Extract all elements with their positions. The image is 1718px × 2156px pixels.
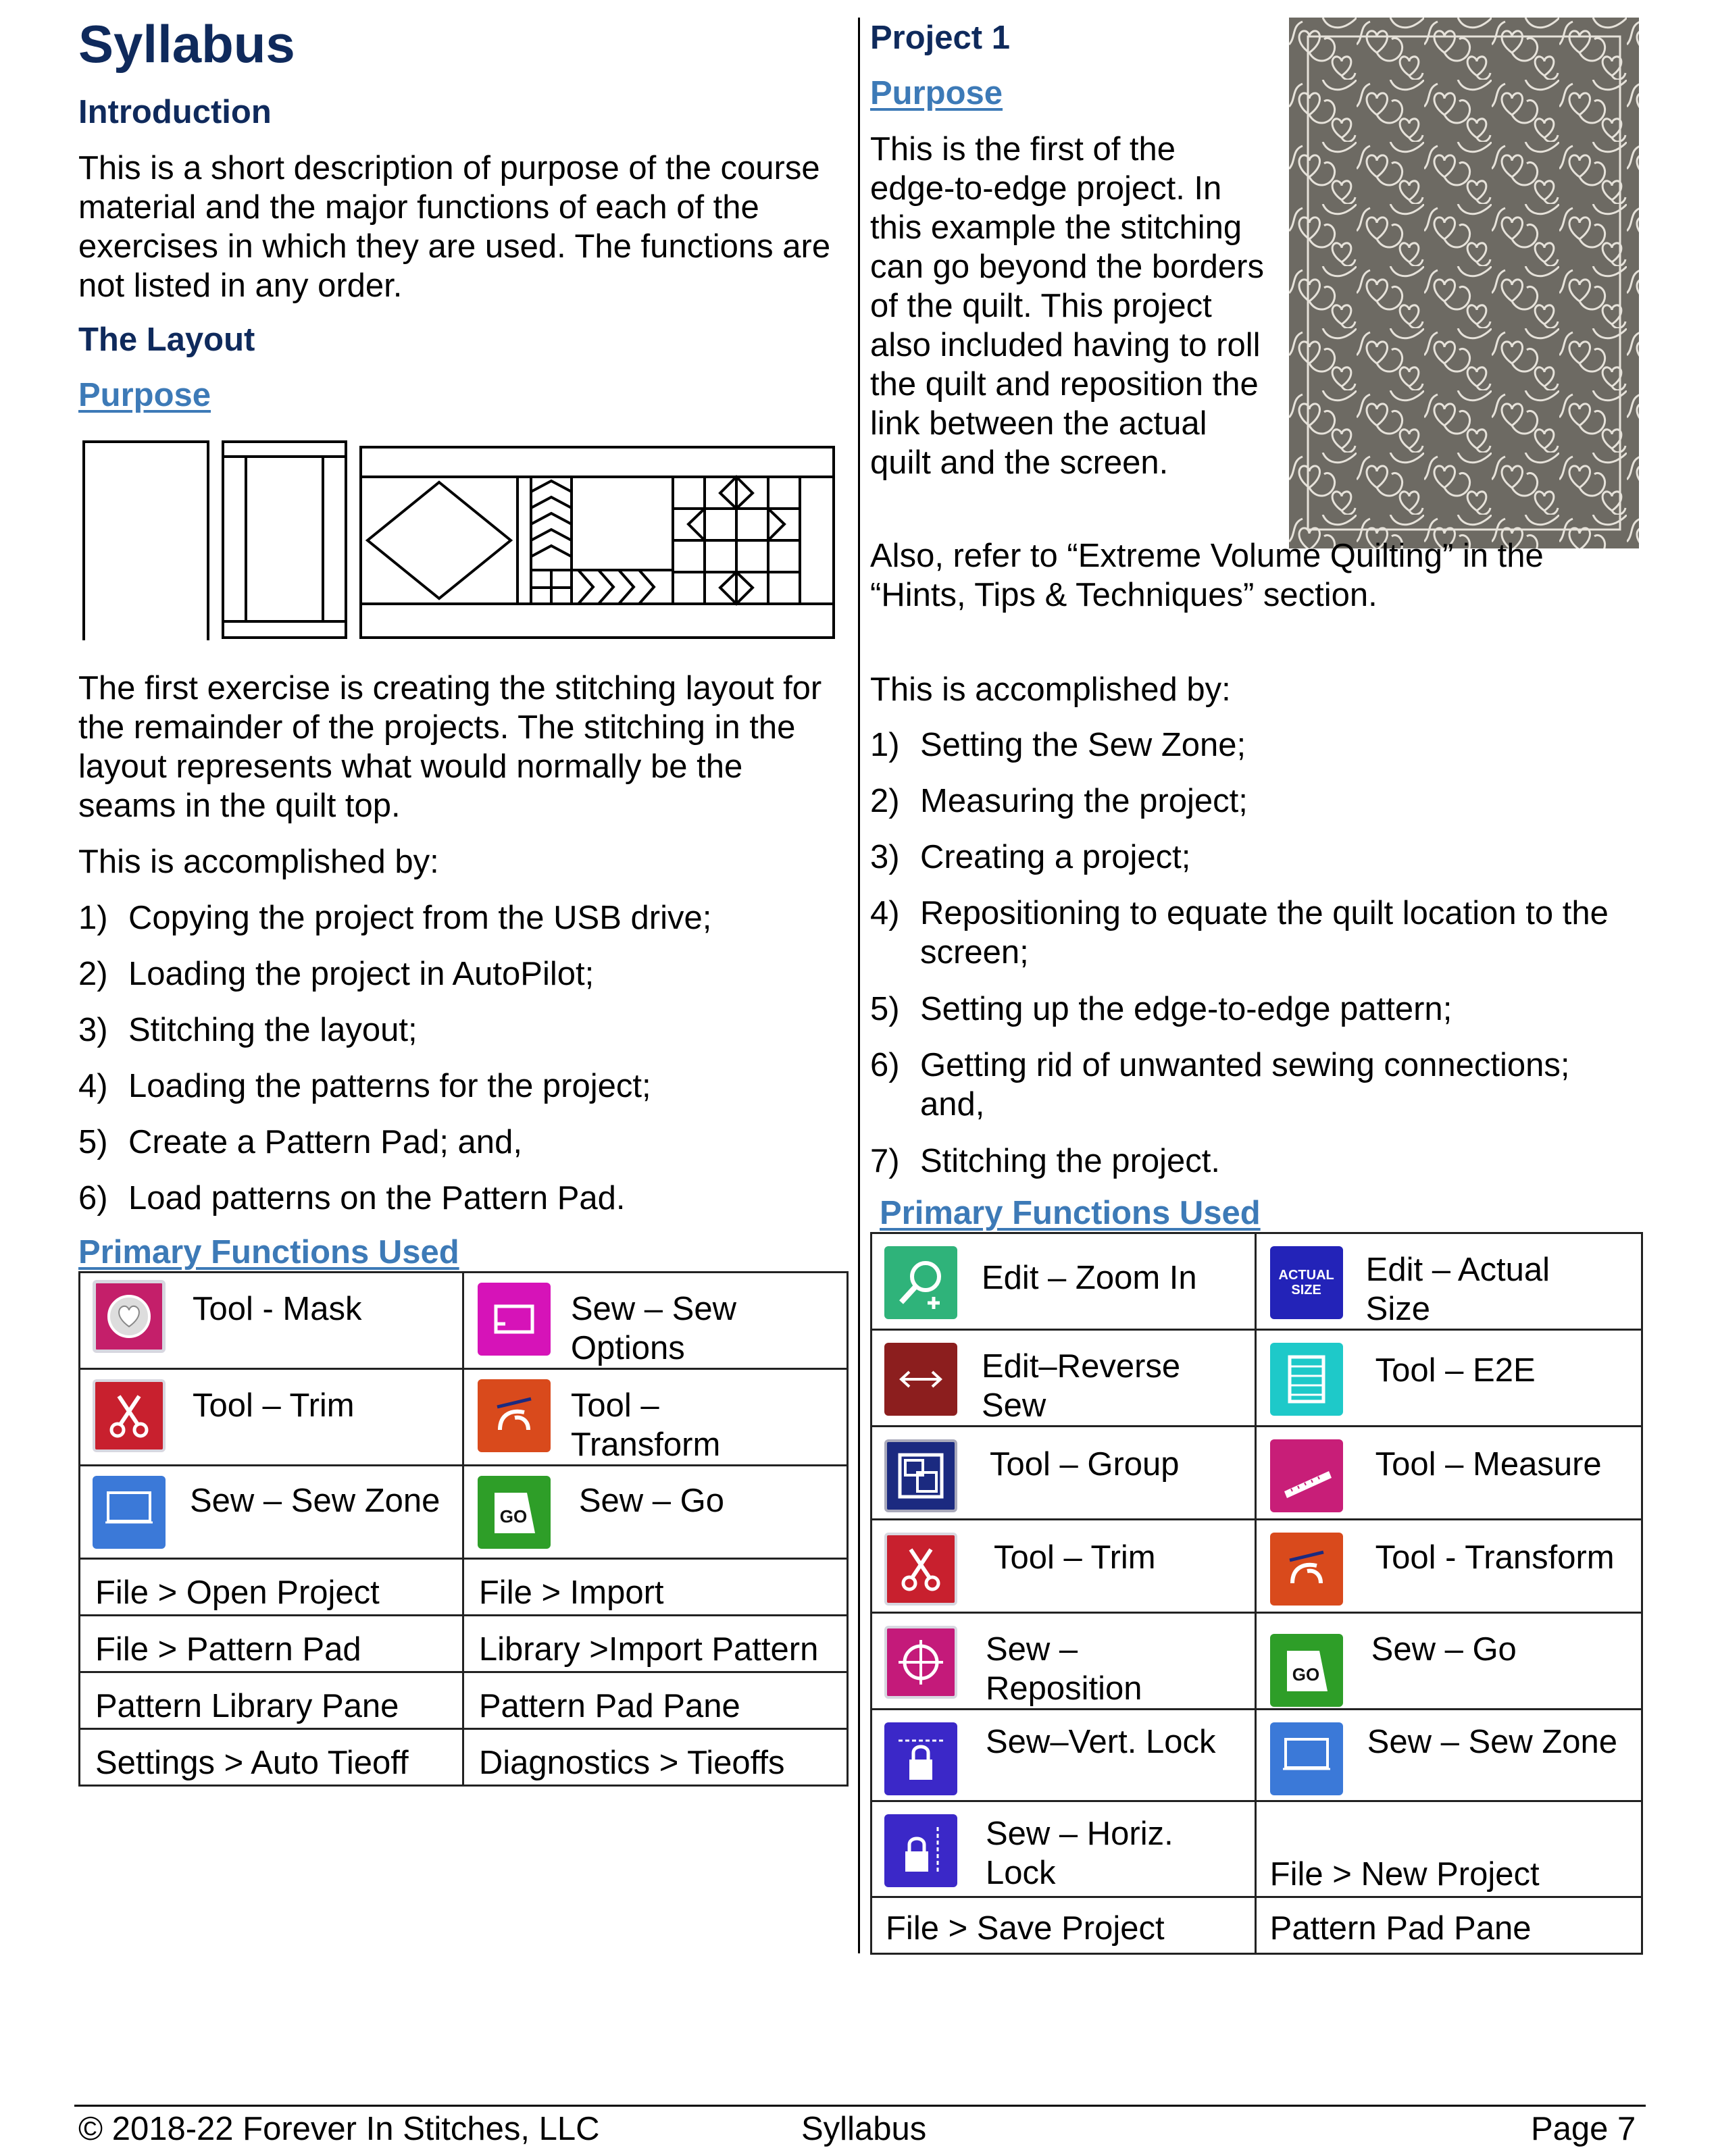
function-cell: GO Sew – Go xyxy=(1255,1613,1642,1710)
function-cell: File > Open Project xyxy=(80,1559,463,1616)
function-cell: File > Save Project xyxy=(871,1897,1256,1954)
list-item: 2) Loading the project in AutoPilot; xyxy=(78,956,595,992)
footer-copyright: © 2018-22 Forever In Stitches, LLC xyxy=(78,2111,600,2147)
list-item: 1) Setting the Sew Zone; xyxy=(870,727,1246,763)
right-functions-heading[interactable]: Primary Functions Used xyxy=(880,1195,1261,1231)
function-cell: Pattern Pad Pane xyxy=(463,1672,847,1729)
function-cell: Diagnostics > Tieoffs xyxy=(463,1729,847,1786)
list-item: 6) Getting rid of unwanted sewing connections; and, xyxy=(870,1047,1570,1123)
function-cell: Sew–Vert. Lock xyxy=(871,1710,1256,1801)
project-title: Project 1 xyxy=(870,20,1010,56)
list-item: 1) Copying the project from the USB drive; xyxy=(78,900,712,936)
group-icon xyxy=(884,1439,957,1512)
list-item: 7) Stitching the project. xyxy=(870,1143,1220,1179)
column-divider xyxy=(858,18,860,1953)
function-cell: Edit – Zoom In xyxy=(871,1233,1256,1330)
list-item: 5) Create a Pattern Pad; and, xyxy=(78,1124,522,1160)
list-item: 3) Creating a project; xyxy=(870,839,1191,875)
function-cell: Settings > Auto Tieoff xyxy=(80,1729,463,1786)
measure-icon xyxy=(1270,1439,1343,1512)
trim-icon xyxy=(93,1379,166,1452)
list-item: 5) Setting up the edge-to-edge pattern; xyxy=(870,991,1452,1027)
refer-text: Also, refer to “Extreme Volume Quilting” in the “Hints, Tips & Techniques” section. xyxy=(870,538,1544,613)
function-cell: Tool – Trim xyxy=(80,1369,463,1466)
svg-text:GO: GO xyxy=(1292,1664,1319,1685)
function-cell: Sew – Reposition xyxy=(871,1613,1256,1710)
function-cell: Pattern Library Pane xyxy=(80,1672,463,1729)
function-cell: Pattern Pad Pane xyxy=(1255,1897,1642,1954)
function-cell: Sew – Horiz. Lock xyxy=(871,1801,1256,1897)
function-cell: Tool – E2E xyxy=(1255,1330,1642,1427)
list-item: 4) Loading the patterns for the project; xyxy=(78,1068,651,1104)
left-functions-table xyxy=(78,1271,849,1787)
function-cell: Sew – Sew Options xyxy=(463,1273,847,1369)
e2e-icon xyxy=(1270,1343,1343,1416)
horiz-lock-icon xyxy=(884,1814,957,1887)
actual-size-icon: ACTUAL SIZE xyxy=(1270,1246,1343,1319)
exercise-text: The first exercise is creating the stitching layout for the remainder of the projects. The stitching in the layout represents what would normally be the seams in the quilt top. xyxy=(78,670,822,824)
left-steps-list xyxy=(78,898,835,1235)
quilt-layout-diagram xyxy=(78,438,835,644)
mask-icon xyxy=(93,1280,166,1353)
function-cell: Library >Import Pattern xyxy=(463,1616,847,1672)
function-cell: Edit–Reverse Sew xyxy=(871,1330,1256,1427)
sew-zone-icon xyxy=(93,1476,166,1549)
go-icon xyxy=(478,1476,551,1549)
sew-zone-icon xyxy=(1270,1722,1343,1795)
trim-icon xyxy=(884,1533,957,1606)
function-cell: ACTUAL SIZE Edit – Actual Size xyxy=(1255,1233,1642,1330)
transform-icon xyxy=(1270,1533,1343,1606)
quilt-photo xyxy=(1289,18,1639,548)
function-cell: Tool – Measure xyxy=(1255,1427,1642,1520)
sew-options-icon xyxy=(478,1283,551,1356)
right-accomplished-text: This is accomplished by: xyxy=(870,671,1231,708)
function-cell: GO Sew – Go xyxy=(463,1466,847,1559)
function-cell: Tool – Group xyxy=(871,1427,1256,1520)
function-cell: Tool - Transform xyxy=(1255,1520,1642,1613)
layout-heading: The Layout xyxy=(78,322,255,358)
layout-purpose-link[interactable]: Purpose xyxy=(78,377,211,413)
function-cell: File > Pattern Pad xyxy=(80,1616,463,1672)
introduction-text: This is a short description of purpose of the course material and the major functions of each of the exercises in which they are used. The functions are not listed in any order. xyxy=(78,150,831,304)
list-item: 4) Repositioning to equate the quilt location to the screen; xyxy=(870,895,1609,971)
list-item: 2) Measuring the project; xyxy=(870,783,1248,819)
function-cell: Tool – Trim xyxy=(871,1520,1256,1613)
function-cell: Tool - Mask xyxy=(80,1273,463,1369)
zoom-in-icon xyxy=(884,1246,957,1319)
footer-rule xyxy=(74,2105,1646,2107)
reverse-sew-icon xyxy=(884,1343,957,1416)
footer-section: Syllabus xyxy=(801,2111,927,2147)
vert-lock-icon xyxy=(884,1722,957,1795)
list-item: 6) Load patterns on the Pattern Pad. xyxy=(78,1180,626,1216)
right-steps-list xyxy=(870,725,1640,1198)
function-cell: Sew – Sew Zone xyxy=(1255,1710,1642,1801)
svg-text:GO: GO xyxy=(499,1506,528,1526)
function-cell: File > New Project xyxy=(1255,1801,1642,1897)
footer-page-number: Page 7 xyxy=(1531,2111,1636,2147)
function-cell: File > Import xyxy=(463,1559,847,1616)
go-icon xyxy=(1270,1634,1343,1707)
introduction-heading: Introduction xyxy=(78,94,272,130)
project-purpose-text: This is the first of the edge-to-edge project. In this example the stitching can go beyond the borders of the quilt. This project also included having to roll the quilt and reposition the link between the actual quilt and the screen. xyxy=(870,131,1264,481)
reposition-icon xyxy=(884,1626,957,1699)
page-title: Syllabus xyxy=(78,14,295,74)
function-cell: Sew – Sew Zone xyxy=(80,1466,463,1559)
left-functions-heading[interactable]: Primary Functions Used xyxy=(78,1234,459,1270)
function-cell: Tool – Transform xyxy=(463,1369,847,1466)
transform-icon xyxy=(478,1379,551,1452)
project-purpose-link[interactable]: Purpose xyxy=(870,75,1003,111)
list-item: 3) Stitching the layout; xyxy=(78,1012,418,1048)
left-accomplished-text: This is accomplished by: xyxy=(78,844,439,880)
right-functions-table xyxy=(870,1232,1643,1955)
